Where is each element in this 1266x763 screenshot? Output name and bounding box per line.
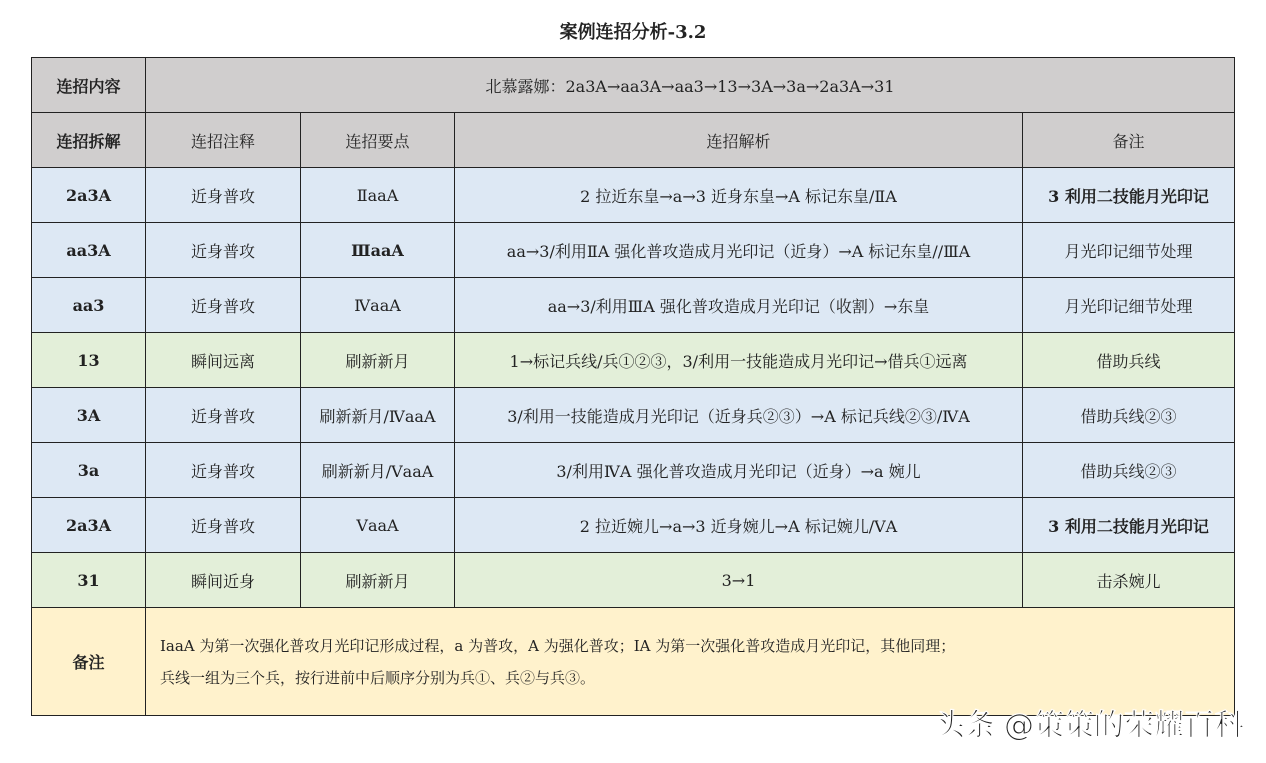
table-row [32,443,1235,498]
remark-cell: 击杀婉儿 [1023,553,1235,608]
annotation-cell: 近身普攻 [146,168,301,223]
annotation-cell: 近身普攻 [146,388,301,443]
combo-content-row [32,58,1235,113]
remark-cell: 月光印记细节处理 [1023,278,1235,333]
remark-cell: 3 利用二技能月光印记 [1023,168,1235,223]
keypoint-cell: 刷新新月/ⅣaaA [301,388,455,443]
keypoint-cell: ⅤaaA [301,498,455,553]
analysis-cell: 2 拉近东皇→a→3 近身东皇→A 标记东皇/ⅡA [455,168,1023,223]
breakdown-cell: 2a3A [32,498,146,553]
keypoint-cell: 刷新新月 [301,553,455,608]
breakdown-cell: 13 [32,333,146,388]
header-cell: 备注 [1023,113,1235,168]
table-row [32,278,1235,333]
remark-cell: 借助兵线②③ [1023,443,1235,498]
analysis-cell: 1→标记兵线/兵①②③，3/利用一技能造成月光印记→借兵①远离 [455,333,1023,388]
annotation-cell: 近身普攻 [146,223,301,278]
analysis-cell: aa→3/利用ⅡA 强化普攻造成月光印记（近身）→A 标记东皇//ⅢA [455,223,1023,278]
notes-line: ⅠaaA 为第一次强化普攻月光印记形成过程，a 为普攻，A 为强化普攻；ⅠA 为第一次强化普攻造成月光印记，其他同理； [160,636,956,655]
annotation-cell: 近身普攻 [146,443,301,498]
notes-line: 兵线一组为三个兵，按行进前中后顺序分别为兵①、兵②与兵③。 [160,668,596,687]
breakdown-cell: 31 [32,553,146,608]
analysis-cell: 2 拉近婉儿→a→3 近身婉儿→A 标记婉儿/ⅤA [455,498,1023,553]
header-cell: 连招拆解 [32,113,146,168]
table-row [32,168,1235,223]
keypoint-cell: ⅣaaA [301,278,455,333]
breakdown-cell: 3a [32,443,146,498]
annotation-cell: 瞬间远离 [146,333,301,388]
table-row [32,223,1235,278]
header-row [32,113,1235,168]
breakdown-cell: aa3A [32,223,146,278]
keypoint-cell: 刷新新月/ⅤaaA [301,443,455,498]
combo-content-label: 连招内容 [32,58,146,113]
annotation-cell: 近身普攻 [146,498,301,553]
analysis-cell: 3/利用ⅣA 强化普攻造成月光印记（近身）→a 婉儿 [455,443,1023,498]
table-row [32,553,1235,608]
analysis-cell: 3/利用一技能造成月光印记（近身兵②③）→A 标记兵线②③/ⅣA [455,388,1023,443]
combo-content-value: 北慕露娜：2a3A→aa3A→aa3→13→3A→3a→2a3A→31 [146,58,1235,113]
header-cell: 连招解析 [455,113,1023,168]
analysis-cell: 3→1 [455,553,1023,608]
keypoint-cell: ⅢaaA [301,223,455,278]
remark-cell: 借助兵线 [1023,333,1235,388]
table-row [32,333,1235,388]
remark-cell: 借助兵线②③ [1023,388,1235,443]
header-cell: 连招注释 [146,113,301,168]
combo-table [31,57,1235,716]
table-row [32,498,1235,553]
table-row [32,388,1235,443]
keypoint-cell: 刷新新月 [301,333,455,388]
watermark: 头条 @策策的荣耀百科 [934,708,1244,743]
page-title: 案例连招分析-3.2 [559,22,707,43]
breakdown-cell: aa3 [32,278,146,333]
annotation-cell: 瞬间近身 [146,553,301,608]
analysis-cell: aa→3/利用ⅢA 强化普攻造成月光印记（收割）→东皇 [455,278,1023,333]
annotation-cell: 近身普攻 [146,278,301,333]
breakdown-cell: 2a3A [32,168,146,223]
remark-cell: 月光印记细节处理 [1023,223,1235,278]
remark-cell: 3 利用二技能月光印记 [1023,498,1235,553]
keypoint-cell: ⅡaaA [301,168,455,223]
header-cell: 连招要点 [301,113,455,168]
breakdown-cell: 3A [32,388,146,443]
notes-label: 备注 [32,608,146,716]
